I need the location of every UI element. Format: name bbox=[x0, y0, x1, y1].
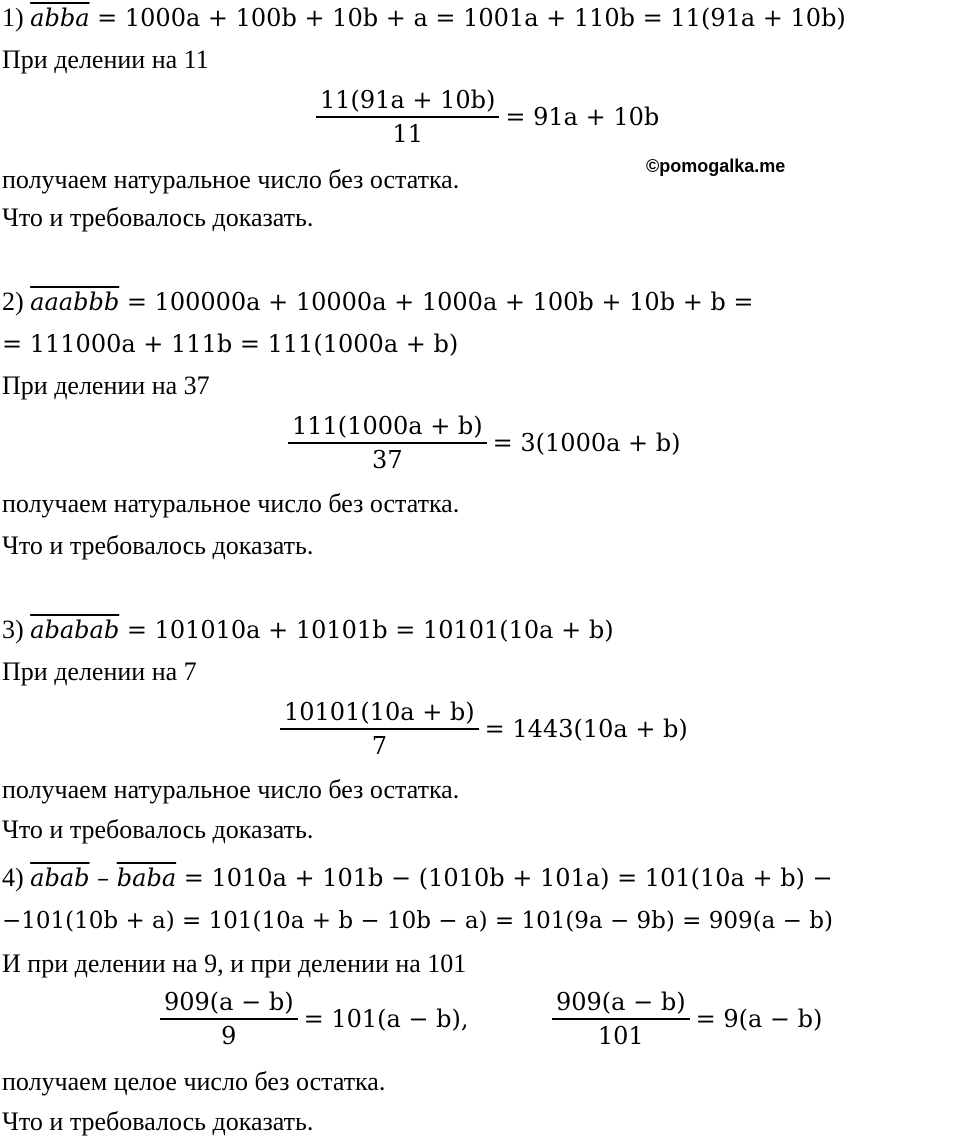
section-4-equation-cont: −101(10b + a) = 101(10a + b − 10b − a) = 101(9a − 9b) = 909(a − b) bbox=[2, 908, 833, 934]
section-1-division: При делении на 11 bbox=[2, 45, 209, 74]
section-4-division: И при делении на 9, и при делении на 101 bbox=[2, 949, 467, 978]
section-1-equation: 1) abba = 1000a + 100b + 10b + a = 1001a + 110b = 11(91a + 10b) bbox=[2, 3, 846, 32]
section-2-fraction: $\frac{111(1000a + b)}{37}$ = 3(1000a + b) bbox=[288, 412, 681, 474]
section-1-proved: Что и требовалось доказать. bbox=[2, 203, 314, 232]
section-3-equation: 3) ababab = 101010a + 10101b = 10101(10a + b) bbox=[2, 615, 614, 644]
section-4-fraction-2: $\frac{909(a - b)}{101}$ = 9(a − b) bbox=[552, 988, 822, 1050]
section-3-conclusion: получаем натуральное число без остатка. bbox=[2, 775, 460, 804]
section-4-fraction-1: $\frac{909(a - b)}{9}$ = 101(a − b), bbox=[160, 988, 469, 1050]
section-2-conclusion: получаем натуральное число без остатка. bbox=[2, 489, 460, 518]
section-2-equation-cont: = 111000a + 111b = 111(1000a + b) bbox=[2, 330, 459, 358]
section-4-conclusion: получаем целое число без остатка. bbox=[2, 1067, 386, 1096]
section-3-fraction: $\frac{10101(10a + b)}{7}$ = 1443(10a + b) bbox=[280, 698, 688, 760]
section-2-division: При делении на 37 bbox=[2, 371, 210, 400]
watermark: ©pomogalka.me bbox=[646, 156, 786, 176]
section-2-proved: Что и требовалось доказать. bbox=[2, 531, 314, 560]
section-4-equation: 4) abab – baba = 1010a + 101b − (1010b + 101a) = 101(10a + b) − bbox=[2, 863, 833, 892]
section-4-proved: Что и требовалось доказать. bbox=[2, 1107, 314, 1136]
section-1-conclusion: получаем натуральное число без остатка. bbox=[2, 165, 460, 194]
section-3-proved: Что и требовалось доказать. bbox=[2, 815, 314, 844]
section-2-equation: 2) aaabbb = 100000a + 10000a + 1000a + 100b + 10b + b = bbox=[2, 287, 754, 316]
section-1-fraction: $\frac{11(91a + 10b)}{11}$ = 91a + 10b bbox=[316, 86, 659, 148]
section-3-division: При делении на 7 bbox=[2, 657, 197, 686]
